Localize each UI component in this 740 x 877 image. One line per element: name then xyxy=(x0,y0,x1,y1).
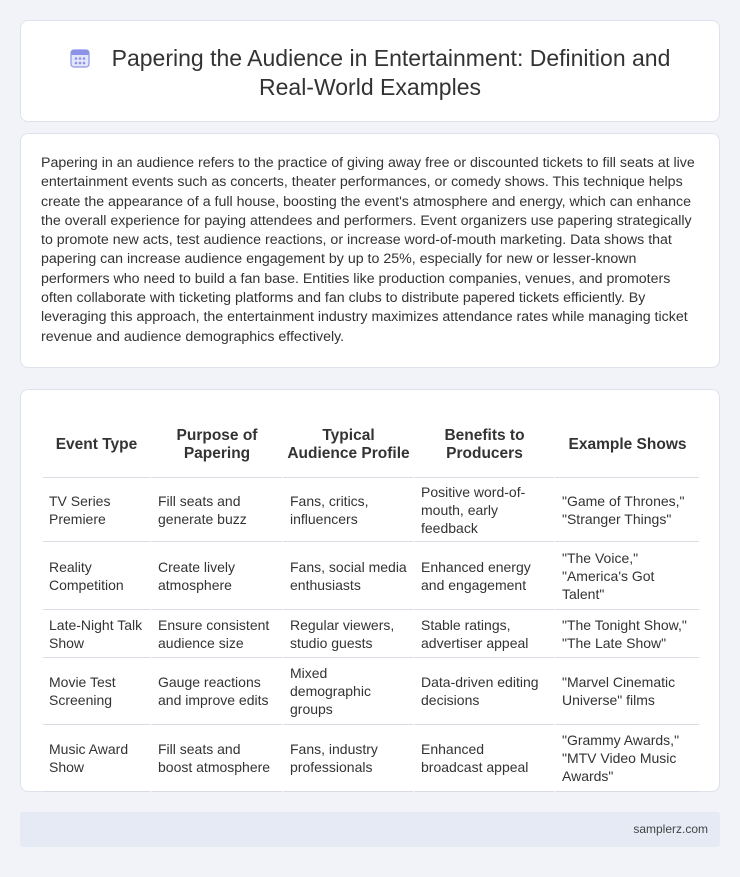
cell-audience-profile: Fans, social media enthusiasts xyxy=(282,542,413,610)
cell-benefits: Enhanced energy and engagement xyxy=(413,542,554,610)
table-card xyxy=(20,389,720,792)
cell-purpose: Gauge reactions and improve edits xyxy=(150,658,282,725)
cell-benefits: Stable ratings, advertiser appeal xyxy=(413,610,554,658)
cell-example-shows: "Grammy Awards," "MTV Video Music Awards" xyxy=(554,725,699,792)
title-card xyxy=(20,20,720,122)
examples-table xyxy=(43,412,699,792)
cell-example-shows: "Marvel Cinematic Universe" films xyxy=(554,658,699,725)
cell-benefits: Enhanced broadcast appeal xyxy=(413,725,554,792)
table-row xyxy=(43,658,699,725)
footer-site-link[interactable]: samplerz.com xyxy=(633,822,708,836)
page-title xyxy=(21,44,719,102)
cell-benefits: Data-driven editing decisions xyxy=(413,658,554,725)
header-example-shows: Example Shows xyxy=(554,412,699,478)
cell-audience-profile: Regular viewers, studio guests xyxy=(282,610,413,658)
table-row xyxy=(43,542,699,610)
intro-paragraph: Papering in an audience refers to the practice of giving away free or discounted tickets to fill seats at live entertainment events such as concerts, theater performances, or comedy shows. This technique helps create the appearance of a full house, boosting the event's atmosphere and energy, which can enhance the overall experience for paying attendees and performers. Event organizers use papering strategically to promote new acts, test audience reactions, or increase word-of-mouth marketing. Data shows that papering can increase audience engagement by up to 25%, especially for new or lesser-known performers who need to build a fan base. Entities like production companies, venues, and promoters often collaborate with ticketing platforms and fan clubs to distribute papered tickets efficiently. By leveraging this approach, the entertainment industry maximizes attendance rates while managing ticket revenue and audience demographics effectively. xyxy=(41,155,695,345)
cell-event-type: Late-Night Talk Show xyxy=(43,610,150,658)
table-row xyxy=(43,478,699,542)
title-line-2: Real-World Examples xyxy=(259,74,481,100)
header-audience-profile: Typical Audience Profile xyxy=(282,412,413,478)
cell-purpose: Fill seats and boost atmosphere xyxy=(150,725,282,792)
cell-audience-profile: Fans, industry professionals xyxy=(282,725,413,792)
header-purpose: Purpose of Papering xyxy=(150,412,282,478)
cell-purpose: Create lively atmosphere xyxy=(150,542,282,610)
cell-event-type: Music Award Show xyxy=(43,725,150,792)
table-row xyxy=(43,725,699,792)
table-header-row xyxy=(43,412,699,478)
calendar-icon xyxy=(70,48,90,68)
cell-example-shows: "The Tonight Show," "The Late Show" xyxy=(554,610,699,658)
cell-purpose: Fill seats and generate buzz xyxy=(150,478,282,542)
intro-card xyxy=(20,133,720,368)
cell-purpose: Ensure consistent audience size xyxy=(150,610,282,658)
cell-event-type: Movie Test Screening xyxy=(43,658,150,725)
title-line-1: Papering the Audience in Entertainment: Definition and xyxy=(111,45,671,71)
cell-event-type: Reality Competition xyxy=(43,542,150,610)
cell-example-shows: "The Voice," "America's Got Talent" xyxy=(554,542,699,610)
footer-bar xyxy=(20,812,720,847)
cell-example-shows: "Game of Thrones," "Stranger Things" xyxy=(554,478,699,542)
cell-event-type: TV Series Premiere xyxy=(43,478,150,542)
cell-benefits: Positive word-of-mouth, early feedback xyxy=(413,478,554,542)
table-row xyxy=(43,610,699,658)
title-block xyxy=(21,44,719,102)
header-event-type: Event Type xyxy=(43,412,150,478)
cell-audience-profile: Mixed demographic groups xyxy=(282,658,413,725)
cell-audience-profile: Fans, critics, influencers xyxy=(282,478,413,542)
header-benefits: Benefits to Producers xyxy=(413,412,554,478)
